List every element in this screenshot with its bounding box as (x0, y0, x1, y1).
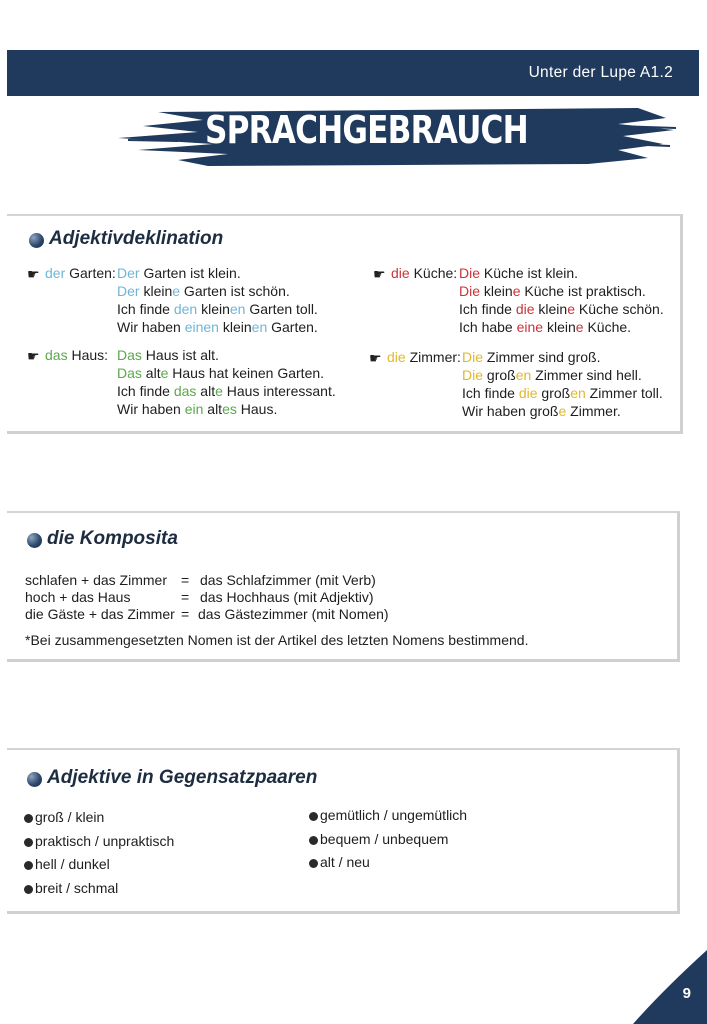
adjektivdeklination-box (7, 214, 683, 434)
komposita-right-2: das Hochhaus (mit Adjektiv) (200, 589, 374, 605)
pair-left-4: breit / schmal (35, 880, 119, 896)
pair-right-1: gemütlich / ungemütlich (320, 807, 468, 823)
die-label: die Küche: (391, 265, 458, 281)
der-line-2: Der kleine Garten ist schön. (117, 283, 290, 299)
pair-left-1: groß / klein (35, 809, 105, 825)
komposita-eq-3: = (181, 606, 190, 622)
pointing-hand-icon: ☛ (369, 350, 382, 366)
list-bullet-icon (309, 859, 318, 868)
komposita-box (7, 511, 680, 662)
plural-line-1: Die Zimmer sind groß. (462, 349, 601, 365)
komposita-left-3: die Gäste + das Zimmer (25, 606, 175, 622)
pair-right-2: bequem / unbequem (320, 831, 449, 847)
globe-bullet-icon (27, 533, 42, 548)
pointing-hand-icon: ☛ (27, 266, 40, 282)
komposita-right-1: das Schlafzimmer (mit Verb) (200, 572, 376, 588)
list-bullet-icon (24, 861, 33, 870)
list-bullet-icon (309, 836, 318, 845)
page-corner-decoration (633, 950, 707, 1024)
komposita-title: die Komposita (47, 528, 178, 549)
der-line-4: Wir haben einen kleinen Garten. (117, 319, 318, 335)
das-line-3: Ich finde das alte Haus interessant. (117, 383, 336, 399)
page-number: 9 (682, 985, 691, 1002)
die-line-3: Ich finde die kleine Küche schön. (459, 301, 664, 317)
globe-bullet-icon (29, 233, 44, 248)
das-label: das Haus: (45, 347, 109, 363)
komposita-left-1: schlafen + das Zimmer (25, 572, 167, 588)
list-bullet-icon (24, 838, 33, 847)
pair-right-3: alt / neu (320, 854, 370, 870)
list-bullet-icon (24, 885, 33, 894)
der-line-3: Ich finde den kleinen Garten toll. (117, 301, 318, 317)
list-bullet-icon (309, 812, 318, 821)
das-line-4: Wir haben ein altes Haus. (117, 401, 278, 417)
der-line-1: Der Garten ist klein. (117, 265, 241, 281)
plural-line-2: Die großen Zimmer sind hell. (462, 367, 642, 383)
globe-bullet-icon (27, 772, 42, 787)
plural-line-3: Ich finde die großen Zimmer toll. (462, 385, 663, 401)
pair-left-2: praktisch / unpraktisch (35, 833, 175, 849)
das-line-1: Das Haus ist alt. (117, 347, 219, 363)
komposita-right-3: das Gästezimmer (mit Nomen) (198, 606, 389, 622)
pointing-hand-icon: ☛ (27, 348, 40, 364)
die-line-4: Ich habe eine kleine Küche. (459, 319, 632, 335)
book-title: Unter der Lupe A1.2 (528, 64, 673, 81)
list-bullet-icon (24, 814, 33, 823)
adjektivdeklination-title: Adjektivdeklination (49, 228, 224, 249)
die-line-1: Die Küche ist klein. (459, 265, 579, 281)
komposita-note: *Bei zusammengesetzten Nomen ist der Artikel des letzten Nomens bestimmend. (25, 632, 529, 648)
gegensatzpaare-title: Adjektive in Gegensatzpaaren (47, 767, 318, 788)
plural-label: die Zimmer: (387, 349, 461, 365)
die-line-2: Die kleine Küche ist praktisch. (459, 283, 646, 299)
plural-line-4: Wir haben große Zimmer. (462, 403, 621, 419)
gegensatzpaare-box (7, 748, 680, 914)
section-title: SPRACHGEBRAUCH (205, 108, 528, 152)
komposita-left-2: hoch + das Haus (25, 589, 131, 605)
der-label: der Garten: (45, 265, 116, 281)
das-line-2: Das alte Haus hat keinen Garten. (117, 365, 325, 381)
pair-left-3: hell / dunkel (35, 856, 110, 872)
komposita-eq-1: = (181, 572, 190, 588)
komposita-eq-2: = (181, 589, 190, 605)
pointing-hand-icon: ☛ (373, 266, 386, 282)
